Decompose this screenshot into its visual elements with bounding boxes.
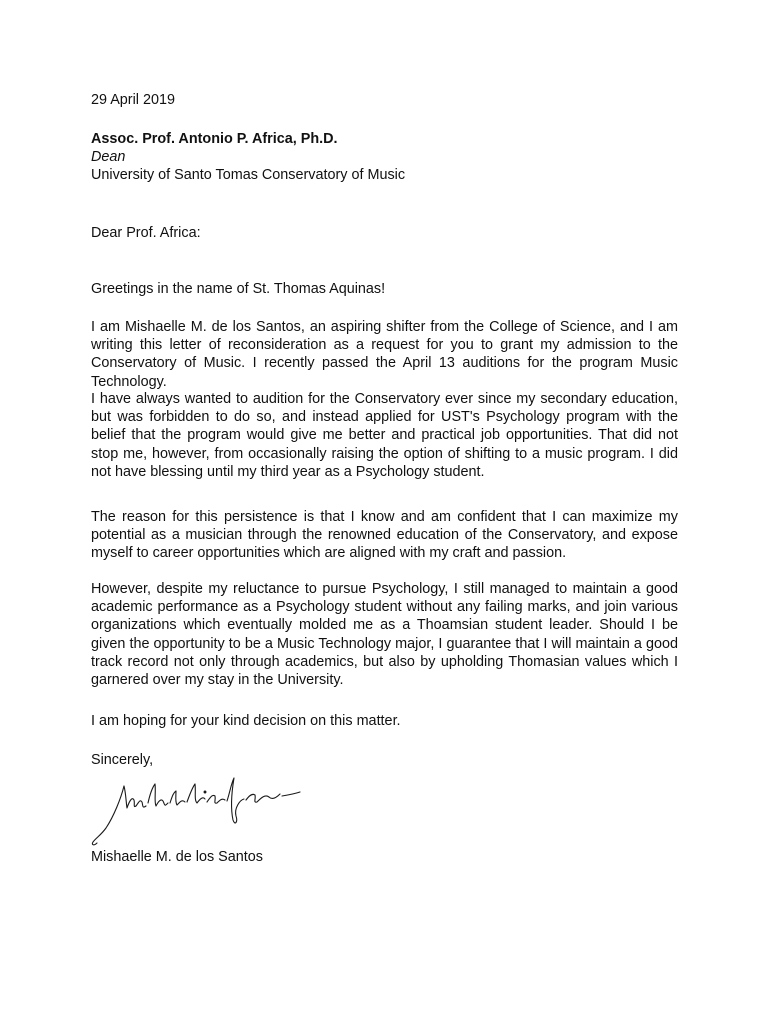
recipient-organization: University of Santo Tomas Conservatory of Music xyxy=(91,167,406,184)
signatory-name: Mishaelle M. de los Santos xyxy=(91,849,263,865)
body-paragraph: I have always wanted to audition for the Conservatory ever since my secondary education, but was forbidden to do so, and instead applied for UST's Psychology program with the belief that the program would give me better and practical job opportunities. That did not stop me, however, from occasionally raising the option of shifting to a music program. I did not have blessing until my third year as a Psychology student. xyxy=(91,391,678,480)
recipient-block xyxy=(91,130,678,185)
handwritten-signature xyxy=(84,772,306,850)
valediction: Sincerely, xyxy=(91,752,154,768)
closing-line: I am hoping for your kind decision on this matter. xyxy=(91,713,401,729)
letter-date: 29 April 2019 xyxy=(91,92,176,108)
greeting: Greetings in the name of St. Thomas Aquinas! xyxy=(91,281,386,297)
recipient-title: Dean xyxy=(91,149,126,166)
body-paragraph: I am Mishaelle M. de los Santos, an aspiring shifter from the College of Science, and I am writing this letter of reconsideration as a request for you to grant my admission to the Conservatory of Music. I recently passed the April 13 auditions for the program Music Technology. xyxy=(91,319,678,390)
body-paragraph: The reason for this persistence is that I know and am confident that I can maximize my potential as a musician through the renowned education of the Conservatory, and expose myself to career opportunities which are aligned with my craft and passion. xyxy=(91,509,678,562)
recipient-name: Assoc. Prof. Antonio P. Africa, Ph.D. xyxy=(91,131,338,147)
body-paragraph: However, despite my reluctance to pursue Psychology, I still managed to maintain a good academic performance as a Psychology student without any failing marks, and join various organizations which eventually molded me as a Thoamsian student leader. Should I be given the opportunity to be a Music Technology major, I guarantee that I will maintain a good track record not only through academics, but also by upholding Thomasian values which I garnered over my stay in the University. xyxy=(91,581,678,689)
salutation: Dear Prof. Africa: xyxy=(91,225,201,241)
